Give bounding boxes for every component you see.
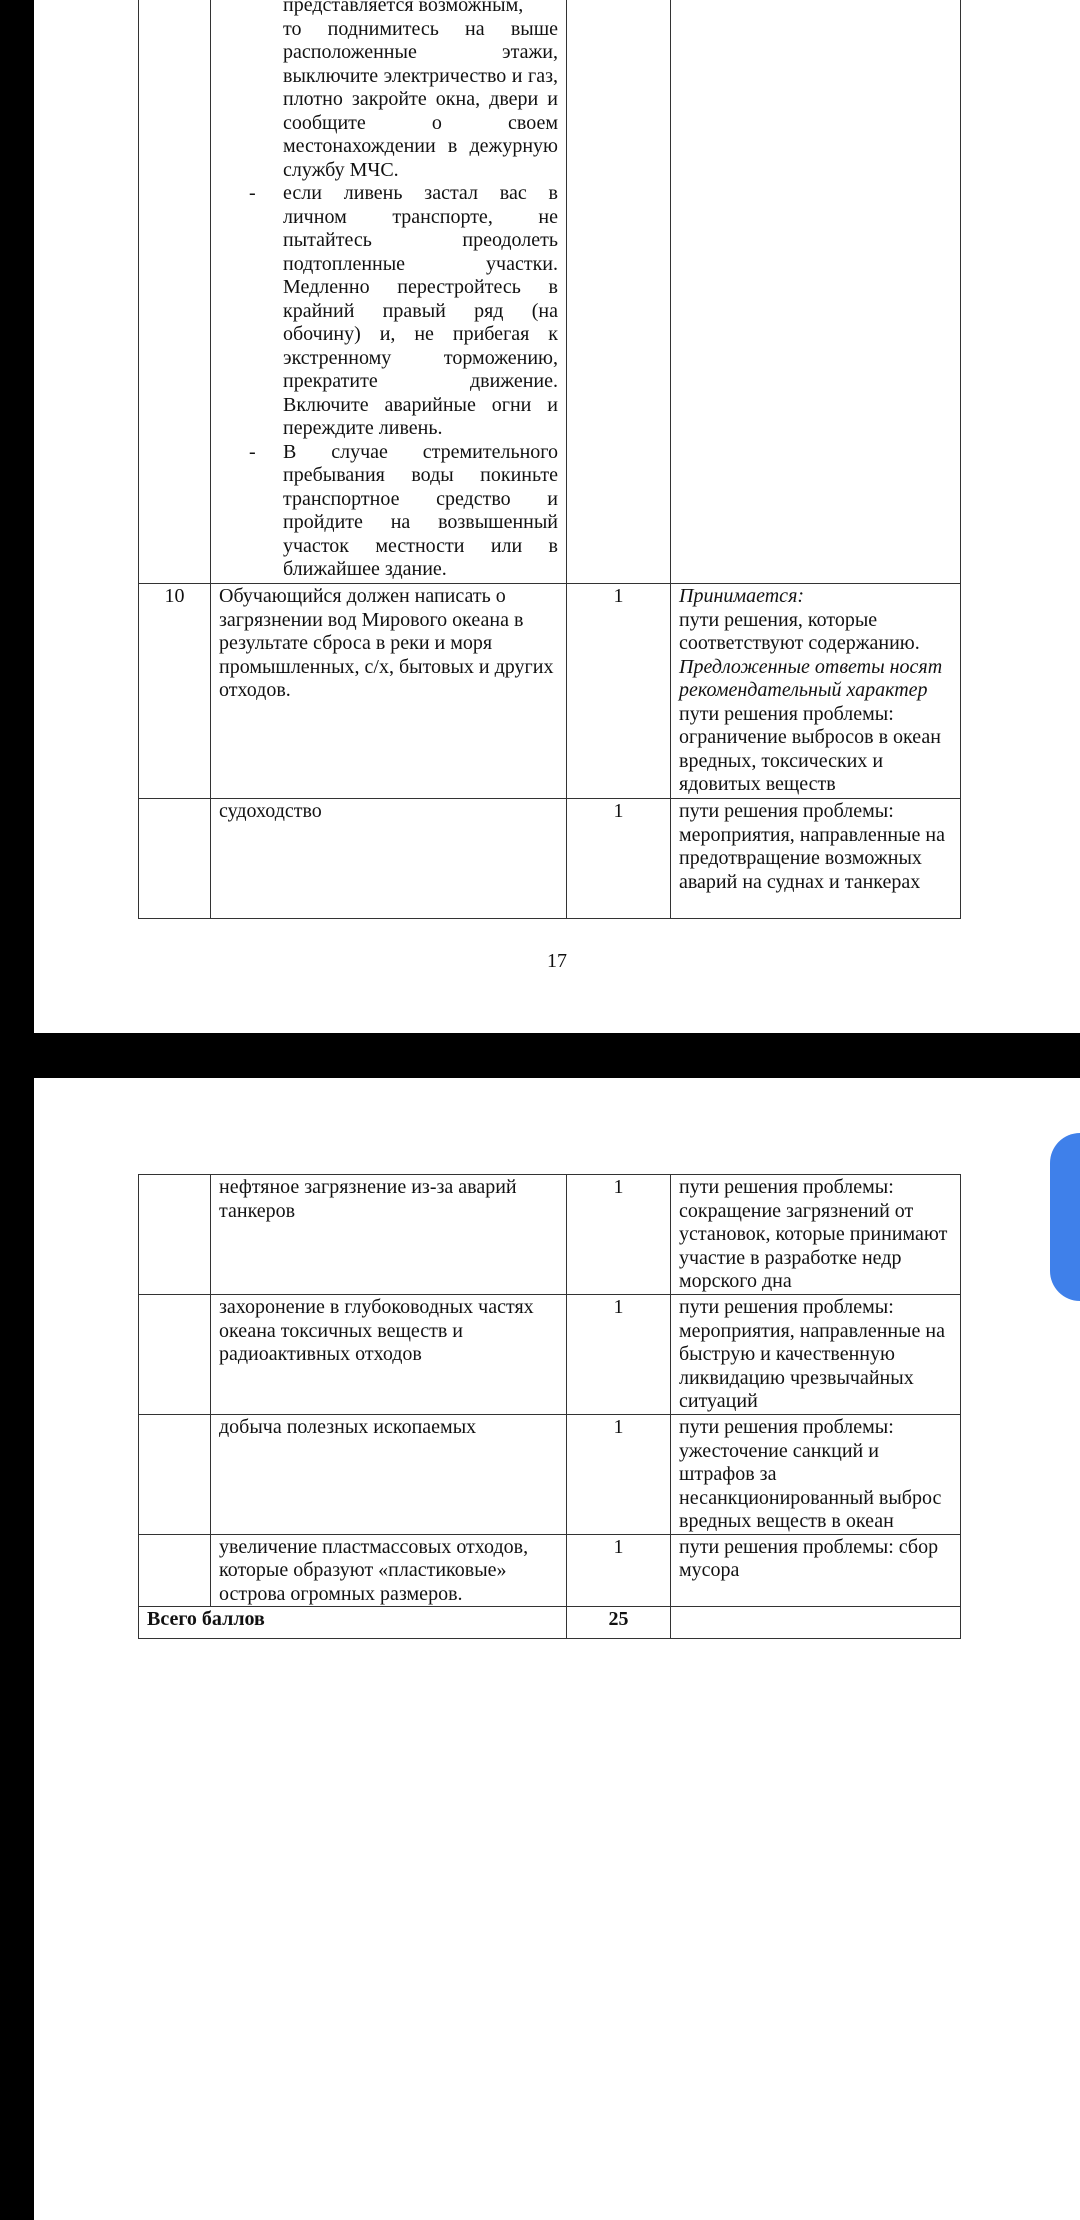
task-text: Обучающийся должен написать о загрязнении вод Мирового океана в результате сброса в реки и моря промышленных, с/х, бытовых и других отходов. bbox=[211, 584, 567, 799]
task-note: пути решения проблемы: сокращение загрязнений от установок, которые принимают участие в разработке недр морского дна bbox=[671, 1175, 961, 1295]
table-row bbox=[139, 799, 961, 919]
table-row bbox=[139, 0, 961, 584]
page-number: 17 bbox=[547, 950, 567, 972]
total-label: Всего баллов bbox=[139, 1607, 567, 1639]
table-cell-points bbox=[567, 0, 671, 584]
task-text: нефтяное загрязнение из-за аварий танкеров bbox=[211, 1175, 567, 1295]
dash-marker: - bbox=[249, 182, 256, 204]
note-text: пути решения, которые соответствуют содержанию. bbox=[679, 608, 920, 654]
task-points: 1 bbox=[567, 1175, 671, 1295]
table-row-total bbox=[139, 1607, 961, 1639]
list-item-text: В случае стремительного пребывания воды покиньте транспортное средство и пройдите на возвышенный участок местности или в ближайшее здание. bbox=[283, 440, 558, 580]
total-points: 25 bbox=[567, 1607, 671, 1639]
table-row bbox=[139, 584, 961, 799]
dash-marker: - bbox=[249, 440, 256, 463]
task-number bbox=[139, 799, 211, 919]
note-accepted-label: Принимается: bbox=[679, 585, 805, 607]
task-points: 1 bbox=[567, 799, 671, 919]
note-text: пути решения проблемы: ограничение выбросов в океан вредных, токсических и ядовитых веществ bbox=[679, 702, 941, 795]
scroll-handle[interactable] bbox=[1050, 1133, 1080, 1301]
grading-table-part-2 bbox=[138, 1174, 961, 1639]
task-note bbox=[671, 584, 961, 799]
table-cell-num bbox=[139, 1175, 211, 1295]
table-row bbox=[139, 1295, 961, 1415]
continued-text-first-line: представляется возможным, bbox=[283, 0, 524, 16]
task-points: 1 bbox=[567, 1415, 671, 1535]
task-note: пути решения проблемы: сбор мусора bbox=[671, 1534, 961, 1607]
table-cell-num bbox=[139, 1415, 211, 1535]
note-recommendation: Предложенные ответы носят рекомендательный характер bbox=[679, 655, 943, 701]
grading-table-part-1 bbox=[138, 0, 961, 919]
list-item bbox=[219, 182, 558, 441]
list-item bbox=[219, 441, 558, 582]
task-note: пути решения проблемы: мероприятия, направленные на предотвращение возможных аварий на суднах и танкерах bbox=[671, 799, 961, 919]
list-item-text: если ливень застал вас в личном транспорте, не пытайтесь преодолеть подтопленные участки. Медленно перестройтесь в крайний правый ряд (на обочину) и, не прибегая к экстренному торможению, прекратите движение. Включите аварийные огни и переждите ливень. bbox=[283, 182, 558, 439]
table-cell-note bbox=[671, 1607, 961, 1639]
task-note: пути решения проблемы: ужесточение санкций и штрафов за несанкционированный выброс вредных веществ в океан bbox=[671, 1415, 961, 1535]
task-note: пути решения проблемы: мероприятия, направленные на быструю и качественную ликвидацию чрезвычайных ситуаций bbox=[671, 1295, 961, 1415]
table-cell-num bbox=[139, 1534, 211, 1607]
task-points: 1 bbox=[567, 1534, 671, 1607]
task-text: захоронение в глубоководных частях океана токсичных веществ и радиоактивных отходов bbox=[211, 1295, 567, 1415]
table-cell-note bbox=[671, 0, 961, 584]
task-number: 10 bbox=[139, 584, 211, 799]
document-page-17 bbox=[34, 0, 1080, 1033]
table-row bbox=[139, 1534, 961, 1607]
task-points: 1 bbox=[567, 584, 671, 799]
task-text: добыча полезных ископаемых bbox=[211, 1415, 567, 1535]
table-cell-num bbox=[139, 1295, 211, 1415]
task-text: увеличение пластмассовых отходов, которые образуют «пластиковые» острова огромных размеров. bbox=[211, 1534, 567, 1607]
task-text: судоходство bbox=[211, 799, 567, 919]
table-row bbox=[139, 1415, 961, 1535]
document-page-18 bbox=[34, 1078, 1080, 2220]
task-points: 1 bbox=[567, 1295, 671, 1415]
table-cell-text bbox=[211, 0, 567, 584]
continued-text: то поднимитесь на выше расположенные этажи, выключите электричество и газ, плотно закройте окна, двери и сообщите о своем местонахождении в дежурную службу МЧС. bbox=[283, 17, 558, 181]
bullet-list bbox=[219, 182, 558, 582]
table-row bbox=[139, 1175, 961, 1295]
table-cell-num bbox=[139, 0, 211, 584]
